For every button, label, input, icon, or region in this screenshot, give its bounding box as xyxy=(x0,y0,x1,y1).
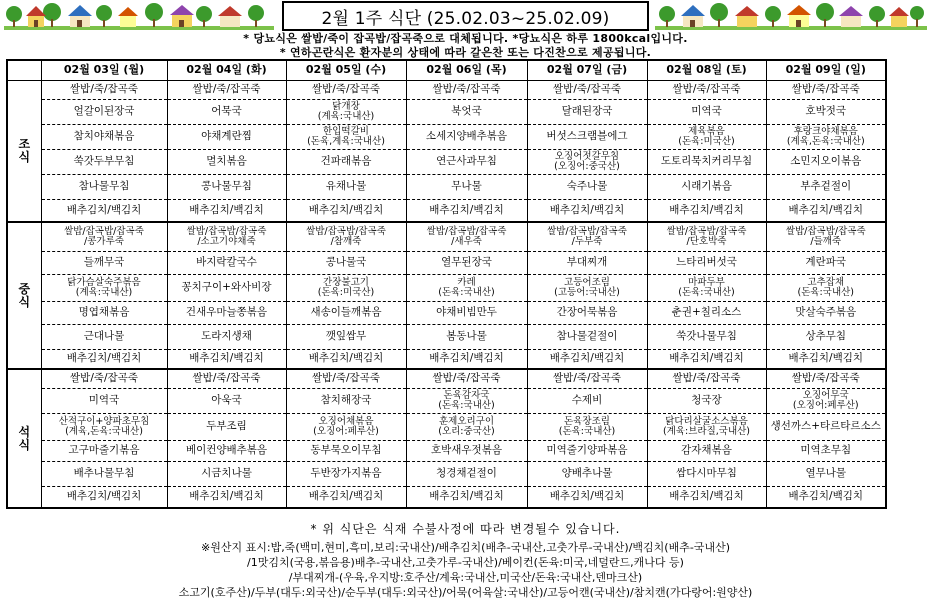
menu-item-text: 쑥갓두부무침 xyxy=(73,154,135,167)
menu-item-text: 참치야채볶음 xyxy=(73,129,135,142)
menu-item-text: 간장어묵볶음 xyxy=(556,305,618,318)
menu-cell xyxy=(527,324,647,349)
menu-item-text: 마파두부 (돈육:국내산) xyxy=(678,276,735,298)
menu-cell xyxy=(286,388,406,413)
menu-item-text: 배추나물무침 xyxy=(73,466,135,479)
menu-item-text: 시래기볶음 xyxy=(681,179,732,192)
menu-cell xyxy=(406,274,527,301)
meal-label-dinner xyxy=(7,369,41,508)
menu-item-text: 건새우마늘쫑볶음 xyxy=(185,305,268,318)
menu-cell xyxy=(527,388,647,413)
menu-item-text: 상추무침 xyxy=(805,329,847,342)
menu-cell xyxy=(647,349,766,369)
menu-cell xyxy=(286,301,406,324)
menu-item-text: 바지락칼국수 xyxy=(196,255,257,268)
menu-cell xyxy=(647,99,766,124)
menu-cell xyxy=(286,369,406,388)
menu-item-text: 봄동나물 xyxy=(446,329,487,342)
menu-item-text: 호박새우젓볶음 xyxy=(430,443,502,456)
menu-item-text: 카레 (돈육:국내산) xyxy=(438,276,495,298)
day-header: 02월 05일 (수) xyxy=(286,60,406,80)
menu-cell xyxy=(41,413,167,440)
weekly-menu-table xyxy=(6,59,887,509)
menu-item-text: 고등어조림 (고등어:국내산) xyxy=(554,276,620,298)
menu-cell xyxy=(41,222,167,251)
menu-cell xyxy=(286,251,406,274)
menu-cell xyxy=(406,124,527,149)
menu-item-text: 양배추나물 xyxy=(561,466,613,479)
menu-item-text: 도토리묵치커리무침 xyxy=(660,154,753,167)
menu-cell xyxy=(647,222,766,251)
meal-label-top: 석 xyxy=(18,424,31,439)
menu-cell xyxy=(527,99,647,124)
menu-cell xyxy=(286,440,406,461)
menu-item-text: 콩나물국 xyxy=(325,255,367,268)
menu-item-text: 쌀밥/죽/잡곡죽 xyxy=(312,372,380,385)
menu-cell xyxy=(527,174,647,199)
menu-item-text: 쌀밥/죽/잡곡죽 xyxy=(192,82,261,95)
menu-cell xyxy=(527,486,647,508)
menu-cell xyxy=(41,174,167,199)
menu-cell xyxy=(406,486,527,508)
menu-cell xyxy=(406,301,527,324)
day-header: 02월 03일 (월) xyxy=(41,60,167,80)
menu-item-text: 쌀밥/죽/잡곡죽 xyxy=(70,82,138,95)
menu-cell xyxy=(286,222,406,251)
menu-cell xyxy=(286,349,406,369)
menu-cell xyxy=(167,388,286,413)
menu-item-text: 배추김치/백김치 xyxy=(308,490,384,503)
menu-cell xyxy=(647,388,766,413)
menu-cell xyxy=(766,222,886,251)
menu-item-text: 시금치나물 xyxy=(201,466,252,479)
menu-item-text: 쌀밥/잡곡밥/잡곡죽 /단호박죽 xyxy=(666,225,747,247)
menu-cell xyxy=(766,486,886,508)
menu-cell xyxy=(167,99,286,124)
menu-item-text: 멸치볶음 xyxy=(206,154,247,167)
menu-item-text: 돈육감자국 (돈육:국내산) xyxy=(438,389,495,411)
menu-cell xyxy=(286,486,406,508)
menu-item-text: 쌀밥/죽/잡곡죽 xyxy=(791,372,860,385)
menu-item-text: 닭가슴살숙주볶음 (계육:국내산) xyxy=(67,276,141,298)
menu-cell xyxy=(406,149,527,174)
menu-item-text: 버섯스크램블에그 xyxy=(546,129,628,142)
menu-item-text: 오징어채볶음 (오징어:페루산) xyxy=(313,415,379,437)
menu-item-text: 수제비 xyxy=(571,393,603,406)
menu-cell xyxy=(167,413,286,440)
meal-label-top: 중 xyxy=(18,281,31,296)
meal-label-lunch xyxy=(7,222,41,369)
menu-item-text: 배추김치/백김치 xyxy=(788,352,864,365)
menu-item-text: 고구마줄기볶음 xyxy=(68,443,140,456)
menu-item-text: 부추겉절이 xyxy=(800,179,852,192)
footer-origin-line: /부대찌개-(우육,우지방:호주산/계육:국내산,미국산/돈육:국내산,덴마크산) xyxy=(288,571,643,584)
menu-cell xyxy=(167,486,286,508)
menu-item-text: 배추김치/백김치 xyxy=(669,203,744,216)
menu-cell xyxy=(766,80,886,99)
menu-item-text: 배추김치/백김치 xyxy=(549,490,625,503)
menu-item-text: 배추김치/백김치 xyxy=(788,203,864,216)
menu-item-text: 오징어무국 (오징어:페루산) xyxy=(792,389,859,411)
menu-cell xyxy=(167,349,286,369)
menu-cell xyxy=(527,149,647,174)
menu-cell xyxy=(167,461,286,486)
menu-cell xyxy=(527,413,647,440)
menu-cell xyxy=(41,149,167,174)
menu-cell xyxy=(647,461,766,486)
menu-cell xyxy=(766,149,886,174)
menu-item-text: 배추김치/백김치 xyxy=(66,352,142,365)
menu-cell xyxy=(766,369,886,388)
day-header: 02월 08일 (토) xyxy=(647,60,766,80)
menu-item-text: 쑥갓나물무침 xyxy=(676,329,737,342)
day-header: 02월 04일 (화) xyxy=(167,60,286,80)
menu-cell xyxy=(167,199,286,222)
menu-cell xyxy=(647,301,766,324)
menu-cell xyxy=(41,99,167,124)
menu-item-text: 쌀밥/죽/잡곡죽 xyxy=(791,82,860,95)
menu-cell xyxy=(406,174,527,199)
menu-item-text: 쌀밥/죽/잡곡죽 xyxy=(432,372,501,385)
menu-cell xyxy=(41,440,167,461)
menu-cell xyxy=(527,274,647,301)
menu-cell xyxy=(286,413,406,440)
notice-diabetic: * 당뇨식은 쌀밥/죽이 잡곡밥/잡곡죽으로 대체됩니다. *당뇨식은 하루 1800kcal입니다. xyxy=(243,32,688,45)
menu-cell xyxy=(406,99,527,124)
menu-cell xyxy=(167,80,286,99)
menu-cell xyxy=(766,388,886,413)
menu-item-text: 느타리버섯국 xyxy=(676,255,737,268)
menu-item-text: 닭다리살굴소스볶음 (계육:브라질,국내산) xyxy=(662,415,751,437)
menu-item-text: 명엽채볶음 xyxy=(78,305,130,318)
menu-item-text: 배추김치/백김치 xyxy=(669,352,744,365)
menu-cell xyxy=(167,174,286,199)
menu-cell xyxy=(286,124,406,149)
menu-item-text: 부대찌개 xyxy=(566,255,608,268)
menu-item-text: 후랑크야채볶음 (계육,돈육:국내산) xyxy=(786,125,865,147)
menu-item-text: 쌀밥/죽/잡곡죽 xyxy=(672,82,741,95)
menu-item-text: 청국장 xyxy=(691,393,722,406)
menu-cell xyxy=(766,324,886,349)
menu-item-text: 돈육장조림 (돈육:국내산) xyxy=(558,415,616,437)
menu-cell xyxy=(286,461,406,486)
menu-item-text: 야채비빔만두 xyxy=(436,305,497,318)
menu-cell xyxy=(406,199,527,222)
menu-item-text: 참치해장국 xyxy=(320,393,372,406)
menu-item-text: 쌀밥/죽/잡곡죽 xyxy=(553,82,621,95)
menu-item-text: 미역초무침 xyxy=(800,443,852,456)
menu-item-text: 생선까스+타르타르소스 xyxy=(770,419,881,432)
menu-cell xyxy=(647,413,766,440)
menu-item-text: 동부묵오이무침 xyxy=(310,443,382,456)
menu-item-text: 도라지생채 xyxy=(201,329,252,342)
menu-item-text: 새송이들깨볶음 xyxy=(310,305,382,318)
menu-cell xyxy=(766,461,886,486)
menu-item-text: 쌀밥/잡곡밥/잡곡죽 /들깨죽 xyxy=(785,225,866,247)
menu-cell xyxy=(647,440,766,461)
menu-cell xyxy=(167,274,286,301)
menu-cell xyxy=(527,199,647,222)
menu-item-text: 무나물 xyxy=(451,179,482,192)
menu-cell xyxy=(406,324,527,349)
menu-item-text: 고추잡채 (돈육:국내산) xyxy=(797,276,854,298)
menu-cell xyxy=(286,274,406,301)
menu-cell xyxy=(286,324,406,349)
meal-label-bottom: 식 xyxy=(18,294,31,309)
menu-item-text: 배추김치/백김치 xyxy=(189,352,264,365)
menu-item-text: 배추김치/백김치 xyxy=(669,490,744,503)
menu-cell xyxy=(406,461,527,486)
menu-cell xyxy=(286,199,406,222)
menu-cell xyxy=(766,301,886,324)
menu-cell xyxy=(527,301,647,324)
menu-item-text: 소세지양배추볶음 xyxy=(425,129,508,142)
menu-cell xyxy=(527,124,647,149)
menu-cell xyxy=(41,124,167,149)
menu-item-text: 계란파국 xyxy=(805,255,847,268)
menu-item-text: 배추김치/백김치 xyxy=(189,203,264,216)
menu-cell xyxy=(766,440,886,461)
menu-cell xyxy=(527,349,647,369)
menu-item-text: 배추김치/백김치 xyxy=(788,490,864,503)
menu-item-text: 쌀밥/죽/잡곡죽 xyxy=(70,372,138,385)
menu-item-text: 두반장가지볶음 xyxy=(310,466,382,479)
menu-item-text: 춘권+칠리소스 xyxy=(671,305,742,318)
menu-item-text: 배추김치/백김치 xyxy=(549,203,625,216)
menu-item-text: 제육볶음 (돈육:미국산) xyxy=(678,125,735,147)
menu-item-text: 배추김치/백김치 xyxy=(189,490,264,503)
menu-item-text: 쌀밥/잡곡밥/잡곡죽 /콩가루죽 xyxy=(64,225,144,247)
menu-item-text: 달래된장국 xyxy=(561,104,613,117)
menu-cell xyxy=(286,174,406,199)
menu-item-text: 청경채겉절이 xyxy=(436,466,497,479)
menu-item-text: 미역국 xyxy=(88,393,120,406)
menu-cell xyxy=(41,461,167,486)
page-title: 2월 1주 식단 (25.02.03~25.02.09) xyxy=(282,1,649,31)
menu-item-text: 배추김치/백김치 xyxy=(308,203,384,216)
menu-cell xyxy=(41,324,167,349)
menu-cell xyxy=(766,413,886,440)
menu-cell xyxy=(527,369,647,388)
menu-cell xyxy=(647,80,766,99)
menu-cell xyxy=(406,349,527,369)
menu-item-text: 배추김치/백김치 xyxy=(429,490,504,503)
menu-cell xyxy=(647,174,766,199)
menu-item-text: 미역줄기양파볶음 xyxy=(546,443,628,456)
menu-cell xyxy=(41,301,167,324)
menu-item-text: 건파래볶음 xyxy=(320,154,372,167)
menu-item-text: 들깨무국 xyxy=(83,255,125,268)
houses-trees-decoration-left xyxy=(4,2,274,30)
menu-item-text: 소민지오이볶음 xyxy=(790,154,862,167)
menu-cell xyxy=(406,440,527,461)
menu-cell xyxy=(406,413,527,440)
menu-item-text: 맛살숙주볶음 xyxy=(795,305,857,318)
menu-cell xyxy=(41,486,167,508)
houses-trees-decoration-right xyxy=(655,2,927,30)
menu-item-text: 감자채볶음 xyxy=(681,443,732,456)
menu-cell xyxy=(167,324,286,349)
menu-cell xyxy=(167,124,286,149)
menu-item-text: 산적구이+양파초무침 (계육,돈육:국내산) xyxy=(58,415,150,437)
menu-cell xyxy=(167,222,286,251)
menu-cell xyxy=(41,251,167,274)
menu-item-text: 배추김치/백김치 xyxy=(429,352,504,365)
menu-cell xyxy=(766,349,886,369)
footer-change-notice: * 위 식단은 식재 수불사정에 따라 변경될수 있습니다. xyxy=(310,522,621,536)
meal-label-breakfast xyxy=(7,80,41,222)
menu-cell xyxy=(766,251,886,274)
menu-item-text: 배추김치/백김치 xyxy=(549,352,625,365)
menu-item-text: 쌀밥/잡곡밥/잡곡죽 /참깨죽 xyxy=(306,225,386,247)
menu-item-text: 연근사과무침 xyxy=(436,154,497,167)
menu-cell xyxy=(766,199,886,222)
menu-item-text: 닭개장 (계육:국내산) xyxy=(317,100,375,122)
menu-item-text: 쌀밥/죽/잡곡죽 xyxy=(672,372,741,385)
menu-cell xyxy=(167,301,286,324)
menu-cell xyxy=(406,388,527,413)
menu-item-text: 배추김치/백김치 xyxy=(308,352,384,365)
menu-item-text: 참나물무침 xyxy=(78,179,130,192)
menu-item-text: 얼갈이된장국 xyxy=(73,104,135,117)
menu-item-text: 쌀밥/죽/잡곡죽 xyxy=(553,372,621,385)
menu-item-text: 야채계란찜 xyxy=(201,129,252,142)
menu-cell xyxy=(527,251,647,274)
menu-item-text: 두부조림 xyxy=(206,419,247,432)
menu-cell xyxy=(647,274,766,301)
menu-item-text: 쌈다시마무침 xyxy=(676,466,737,479)
menu-item-text: 유채나물 xyxy=(325,179,367,192)
menu-item-text: 미역국 xyxy=(691,104,722,117)
day-header: 02월 09일 (일) xyxy=(766,60,886,80)
menu-cell xyxy=(527,80,647,99)
menu-item-text: 쌀밥/죽/잡곡죽 xyxy=(432,82,501,95)
menu-cell xyxy=(647,149,766,174)
menu-item-text: 쌀밥/죽/잡곡죽 xyxy=(312,82,380,95)
menu-cell xyxy=(41,80,167,99)
day-header: 02월 06일 (목) xyxy=(406,60,527,80)
menu-item-text: 아욱국 xyxy=(211,393,242,406)
menu-item-text: 어묵국 xyxy=(211,104,242,117)
menu-item-text: 배추김치/백김치 xyxy=(66,490,142,503)
table-corner xyxy=(7,60,41,80)
menu-item-text: 근대나물 xyxy=(83,329,125,342)
menu-item-text: 배추김치/백김치 xyxy=(429,203,504,216)
menu-cell xyxy=(406,222,527,251)
menu-item-text: 열무된장국 xyxy=(441,255,492,268)
menu-cell xyxy=(766,124,886,149)
menu-item-text: 쌀밥/죽/잡곡죽 xyxy=(192,372,261,385)
menu-cell xyxy=(41,349,167,369)
meal-label-bottom: 식 xyxy=(18,149,31,164)
menu-item-text: 참나물겉절이 xyxy=(556,329,618,342)
menu-cell xyxy=(167,440,286,461)
menu-item-text: 베이컨양배추볶음 xyxy=(185,443,268,456)
menu-cell xyxy=(286,80,406,99)
menu-item-text: 꽁치구이+와사비장 xyxy=(181,280,272,293)
menu-item-text: 오징어젓갈무침 (오징어:중국산) xyxy=(554,150,620,172)
menu-cell xyxy=(406,80,527,99)
menu-item-text: 쌀밥/잡곡밥/잡곡죽 /두부죽 xyxy=(547,225,627,247)
menu-item-text: 콩나물무침 xyxy=(201,179,252,192)
menu-cell xyxy=(647,486,766,508)
menu-item-text: 숙주나물 xyxy=(566,179,608,192)
menu-cell xyxy=(406,369,527,388)
menu-cell xyxy=(167,149,286,174)
menu-cell xyxy=(647,124,766,149)
menu-item-text: 쌀밥/잡곡밥/잡곡죽 /소고기야채죽 xyxy=(186,225,267,247)
menu-cell xyxy=(41,274,167,301)
menu-item-text: 한입떡갈비 (돈육,계육:국내산) xyxy=(307,125,385,147)
menu-cell xyxy=(527,461,647,486)
menu-cell xyxy=(766,99,886,124)
menu-cell xyxy=(766,274,886,301)
menu-item-text: 깻잎쌈무 xyxy=(325,329,367,342)
footer-origin-line: /1맛김치(국용,볶음용)배추-국내산,고춧가루-국내산)/베이컨(돈육:미국,네덜란드,캐나다 등) xyxy=(247,556,684,569)
menu-cell xyxy=(286,99,406,124)
footer-origin-line: 소고기(호주산)/두부(대두:외국산)/순두부(대두:외국산)/어묵(어육살:국내산)/고등어캔(국내산)/참치캔(가다랑어:원양산) xyxy=(178,586,753,599)
footer-origin-line: ※원산지 표시:밥,죽(백미,현미,흑미,보리:국내산)/배추김치(배추-국내산,고춧가루-국내산)/백김치(배추-국내산) xyxy=(201,541,730,554)
menu-cell xyxy=(647,324,766,349)
menu-item-text: 간장불고기 (돈육:미국산) xyxy=(317,276,375,298)
menu-item-text: 쌀밥/잡곡밥/잡곡죽 /새우죽 xyxy=(426,225,507,247)
menu-cell xyxy=(167,251,286,274)
menu-cell xyxy=(766,174,886,199)
menu-cell xyxy=(527,222,647,251)
menu-item-text: 북엇국 xyxy=(451,104,482,117)
notice-dysphagia: * 연하곤란식은 환자분의 상태에 따라 갈은찬 또는 다진찬으로 제공됩니다. xyxy=(279,46,652,59)
menu-cell xyxy=(406,251,527,274)
meal-label-bottom: 식 xyxy=(18,437,31,452)
menu-cell xyxy=(41,369,167,388)
menu-item-text: 훈제오리구이 (오리:중국산) xyxy=(438,415,495,437)
menu-cell xyxy=(41,388,167,413)
menu-cell xyxy=(647,199,766,222)
meal-label-top: 조 xyxy=(18,137,31,152)
menu-item-text: 배추김치/백김치 xyxy=(66,203,142,216)
menu-item-text: 열무나물 xyxy=(805,466,847,479)
menu-cell xyxy=(41,199,167,222)
menu-item-text: 호박젓국 xyxy=(805,104,847,117)
menu-cell xyxy=(647,251,766,274)
menu-cell xyxy=(647,369,766,388)
menu-cell xyxy=(167,369,286,388)
menu-cell xyxy=(527,440,647,461)
day-header: 02월 07일 (금) xyxy=(527,60,647,80)
menu-cell xyxy=(286,149,406,174)
